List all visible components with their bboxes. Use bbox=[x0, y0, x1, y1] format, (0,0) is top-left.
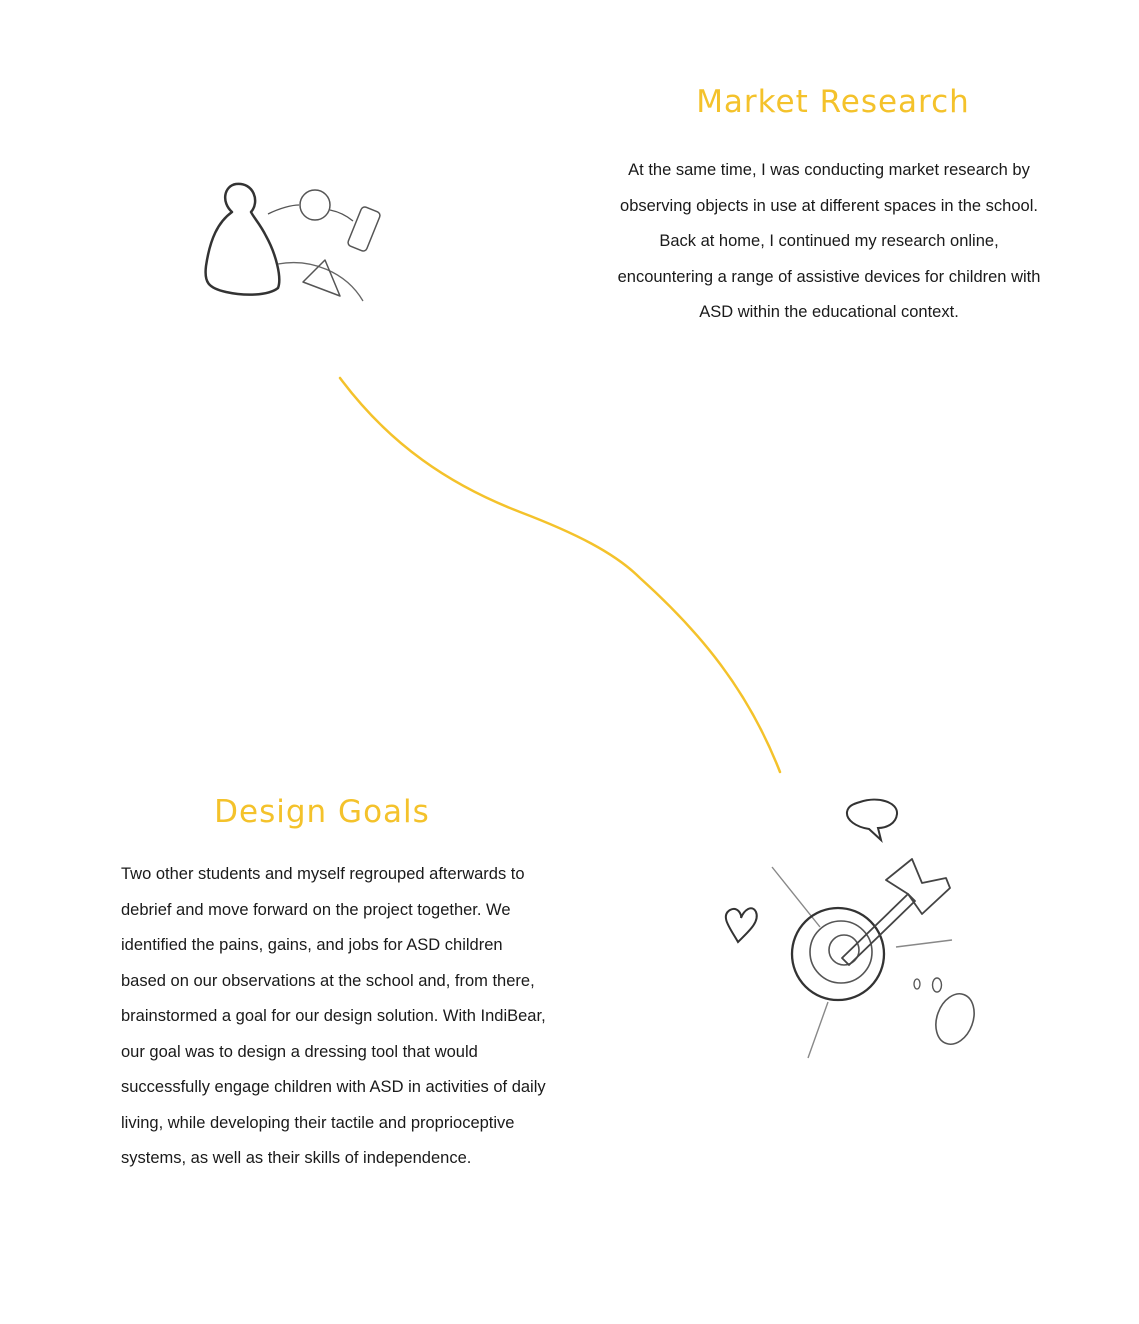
target-arrow-icon bbox=[708, 792, 988, 1067]
design-goals-title: Design Goals bbox=[214, 794, 430, 830]
market-research-title: Market Research bbox=[696, 84, 970, 120]
market-research-text: At the same time, I was conducting market research by observing objects in use at different spaces in the school. Back at home, I continued my research online, encountering a range of assistive devices for children with ASD within the educational context. bbox=[617, 161, 1041, 321]
user-objects-icon bbox=[196, 174, 396, 306]
design-goals-text: Two other students and myself regrouped afterwards to debrief and move forward on the project together. We identified the pains, gains, and jobs for ASD children based on our observations at the school and, from there, brainstormed a goal for our design solution. With IndiBear, our goal was to design a dressing tool that would successfully engage children with ASD in activities of daily living, while developing their tactile and proprioceptive systems, as well as their skills of independence. bbox=[121, 865, 546, 1167]
